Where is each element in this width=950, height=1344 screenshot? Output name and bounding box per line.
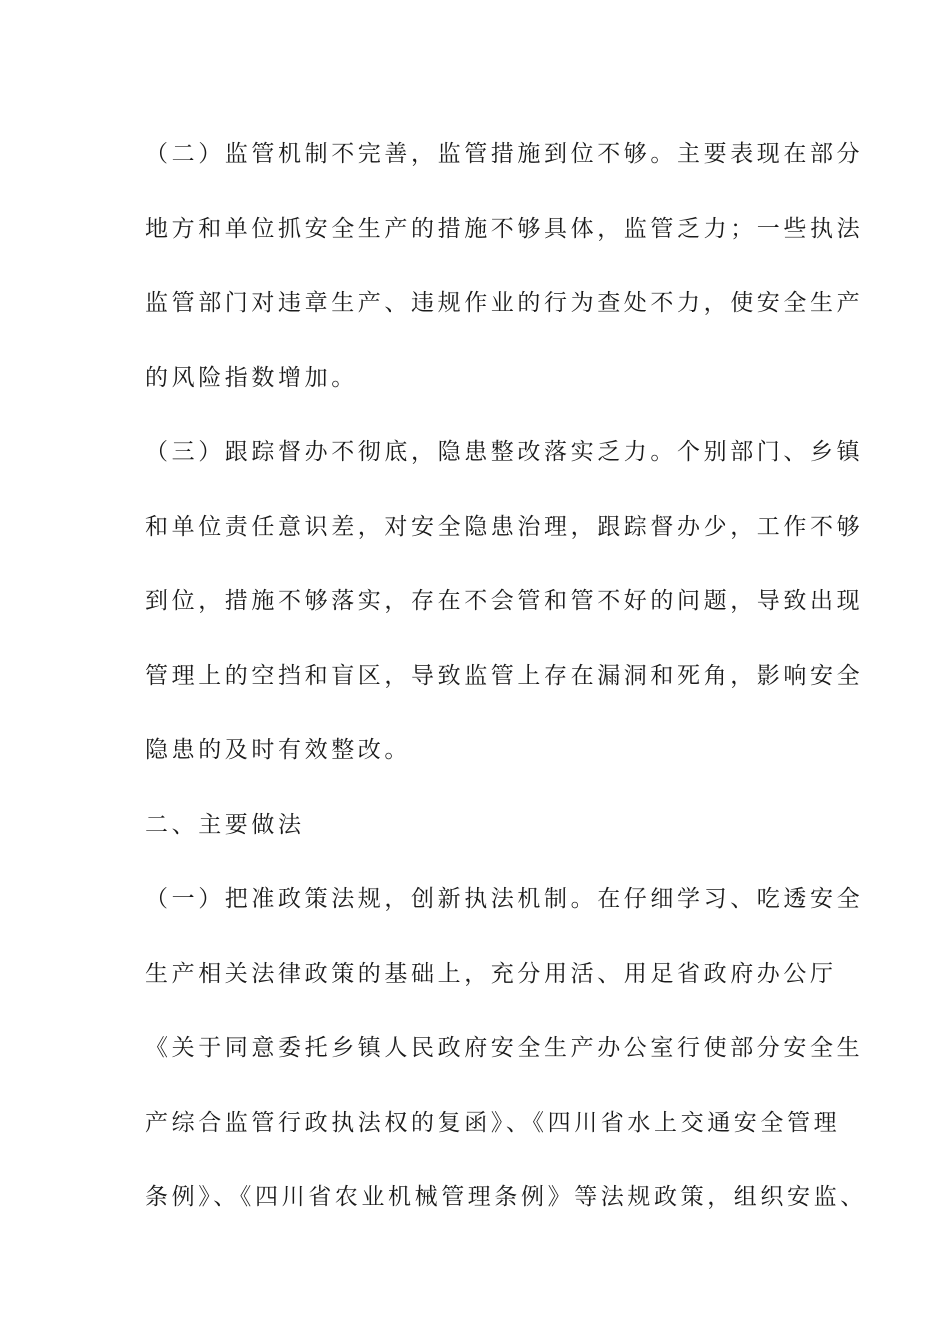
text-line: 和单位责任意识差，对安全隐患治理，跟踪督办少，工作不够 [145,513,864,540]
section-heading: 二、主要做法 [145,811,305,838]
text-line: 管理上的空挡和盲区，导致监管上存在漏洞和死角，影响安全 [145,662,864,689]
text-line: 地方和单位抓安全生产的措施不够具体，监管乏力；一些执法 [145,215,864,242]
document-body [145,132,867,1250]
text-line: （三）跟踪督办不彻底，隐患整改落实乏力。个别部门、乡镇 [145,439,864,465]
text-line: 的风险指数增加。 [145,364,358,391]
text-line: 到位，措施不够落实，存在不会管和管不好的问题，导致出现 [145,588,864,614]
text-line: 监管部门对违章生产、违规作业的行为查处不力，使安全生产 [145,290,864,316]
text-line: 产综合监管行政执法权的复函》、《四川省水上交通安全管理 [145,1109,841,1136]
text-line: 隐患的及时有效整改。 [145,737,411,763]
text-line: （二）监管机制不完善，监管措施到位不够。主要表现在部分 [145,141,864,167]
text-line: （一）把准政策法规，创新执法机制。在仔细学习、吃透安全 [145,886,864,912]
text-line: 《关于同意委托乡镇人民政府安全生产办公室行使部分安全生 [145,1035,864,1061]
text-line: 条例》、《四川省农业机械管理条例》等法规政策，组织安监、 [145,1184,867,1210]
text-line: 生产相关法律政策的基础上，充分用活、用足省政府办公厅 [145,960,837,987]
